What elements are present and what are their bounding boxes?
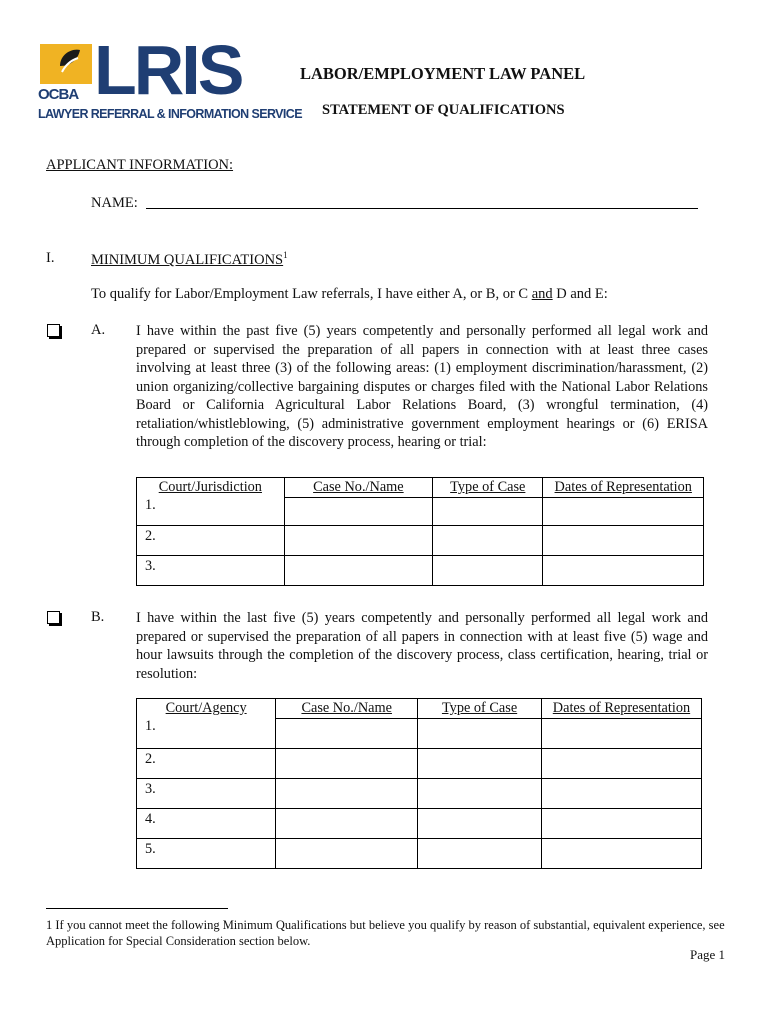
intro-text-before: To qualify for Labor/Employment Law referrals, I have either A, or B, or C (91, 286, 532, 302)
section-one-heading-text: MINIMUM QUALIFICATIONS (91, 251, 284, 268)
option-b-checkbox[interactable] (47, 611, 60, 624)
section-one-numeral: I. (46, 250, 55, 266)
dates-cell[interactable] (543, 498, 704, 526)
table-row (137, 556, 704, 586)
case-cell[interactable] (284, 556, 432, 586)
option-a-letter: A. (91, 322, 106, 338)
applicant-section-label: APPLICANT INFORMATION: (46, 157, 234, 173)
table-row (137, 779, 702, 809)
row-number-cell[interactable]: 2. (137, 526, 285, 556)
type-cell[interactable] (433, 498, 543, 526)
table-row (137, 839, 702, 869)
row-number-cell[interactable]: 4. (137, 809, 276, 839)
table-header-row (137, 699, 702, 719)
section-one-intro (91, 286, 608, 303)
table-row (137, 749, 702, 779)
logo-wordmark: LRIS (94, 31, 242, 109)
dates-cell[interactable] (541, 719, 701, 749)
dates-cell[interactable] (543, 556, 704, 586)
type-cell[interactable] (418, 749, 542, 779)
dates-cell[interactable] (543, 526, 704, 556)
option-b-table (136, 698, 702, 869)
table-row (137, 719, 702, 749)
name-label: NAME: (91, 195, 138, 211)
option-a-table (136, 477, 704, 586)
case-cell[interactable] (284, 498, 432, 526)
table-header-row (137, 478, 704, 498)
col-header-dates: Dates of Representation (543, 478, 704, 498)
row-number-cell[interactable]: 3. (137, 779, 276, 809)
option-a-text: I have within the past five (5) years competently and personally performed all legal work and prepared or supervised the preparation of all papers in connection with at least three cases involving at least three (3) of the following areas: (1) employment discrimination/harassment, (2) union organizing/collective bargaining disputes or charges filed with the National Labor Relations Board or California Agricultural Labor Relations Board, (3) wrongful termination, (4) retaliation/whistleblowing, (5) administrative government employment hearings or (6) ERISA through completion of the discovery process, hearing or trial: (136, 323, 708, 450)
option-b-text: I have within the last five (5) years competently and personally performed all legal work and prepared or supervised the preparation of all papers in connection with at least five (5) wage and hour lawsuits through the completion of the discovery process, class certification, hearing, trial or resolution: (136, 610, 708, 682)
ocba-emblem-icon (38, 42, 96, 90)
case-cell[interactable] (276, 779, 418, 809)
logo-tagline: LAWYER REFERRAL & INFORMATION SERVICE (38, 107, 302, 121)
case-cell[interactable] (276, 809, 418, 839)
type-cell[interactable] (418, 719, 542, 749)
case-cell[interactable] (276, 719, 418, 749)
page-title: LABOR/EMPLOYMENT LAW PANEL (300, 64, 586, 83)
col-header-type: Type of Case (418, 699, 542, 719)
option-a-checkbox[interactable] (47, 324, 60, 337)
type-cell[interactable] (433, 556, 543, 586)
type-cell[interactable] (418, 779, 542, 809)
page-number: Page 1 (690, 947, 726, 962)
section-one-heading (91, 250, 288, 269)
name-field[interactable] (146, 208, 698, 209)
case-cell[interactable] (284, 526, 432, 556)
page-subtitle: STATEMENT OF QUALIFICATIONS (322, 102, 565, 118)
col-header-court: Court/Agency (137, 699, 276, 719)
col-header-type: Type of Case (433, 478, 543, 498)
option-b-letter: B. (91, 609, 105, 625)
dates-cell[interactable] (541, 809, 701, 839)
col-header-court: Court/Jurisdiction (137, 478, 285, 498)
type-cell[interactable] (433, 526, 543, 556)
col-header-case: Case No./Name (276, 699, 418, 719)
row-number-cell[interactable]: 3. (137, 556, 285, 586)
table-row (137, 809, 702, 839)
table-row (137, 498, 704, 526)
lris-logo (38, 31, 302, 124)
logo-ocba-text: OCBA (38, 86, 79, 103)
type-cell[interactable] (418, 839, 542, 869)
row-number-cell[interactable]: 1. (137, 498, 285, 526)
case-cell[interactable] (276, 839, 418, 869)
dates-cell[interactable] (541, 749, 701, 779)
footnote-divider (46, 908, 228, 909)
intro-text-after: D and E: (552, 286, 608, 302)
footnote-text: 1 If you cannot meet the following Minimum Qualifications but believe you qualify by reason of substantial, equivalent experience, see Application for Special Consideration section below. (46, 918, 725, 948)
table-row (137, 526, 704, 556)
row-number-cell[interactable]: 5. (137, 839, 276, 869)
row-number-cell[interactable]: 2. (137, 749, 276, 779)
case-cell[interactable] (276, 749, 418, 779)
col-header-case: Case No./Name (284, 478, 432, 498)
row-number-cell[interactable]: 1. (137, 719, 276, 749)
dates-cell[interactable] (541, 779, 701, 809)
col-header-dates: Dates of Representation (541, 699, 701, 719)
type-cell[interactable] (418, 809, 542, 839)
intro-and: and (531, 286, 553, 302)
footnote-ref: 1 (283, 250, 288, 260)
dates-cell[interactable] (541, 839, 701, 869)
